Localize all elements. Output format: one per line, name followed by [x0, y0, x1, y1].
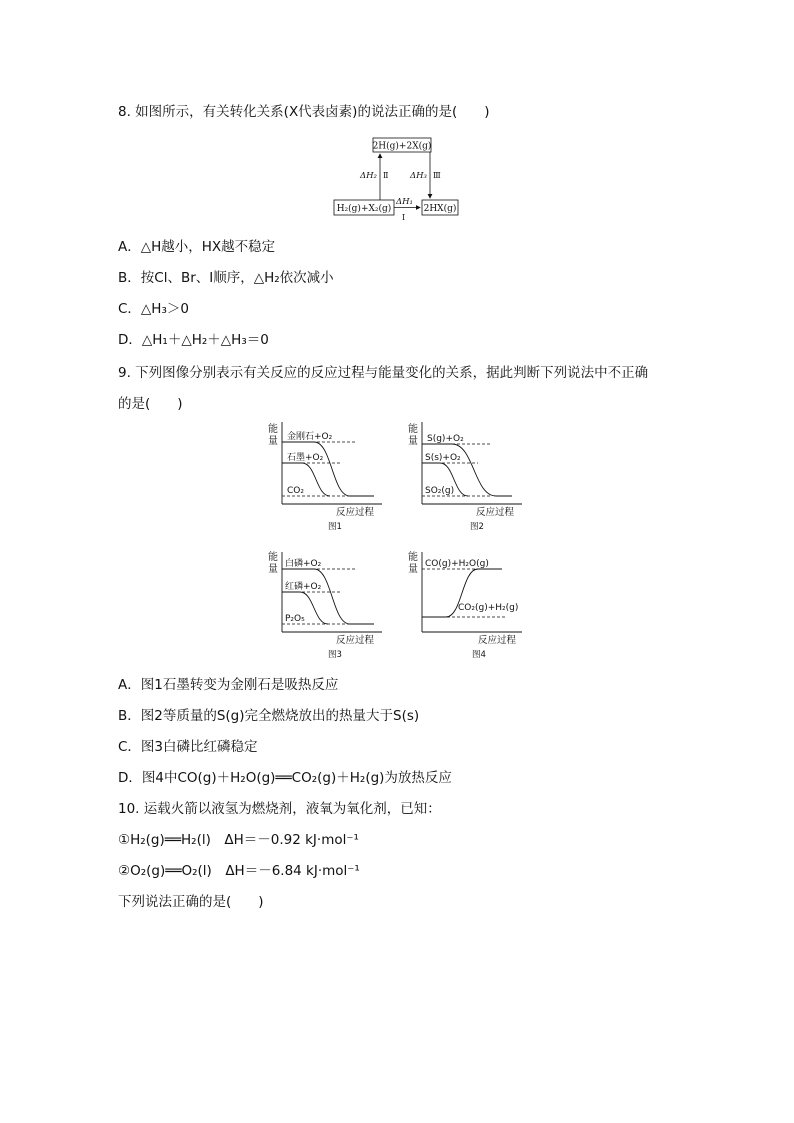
q8-stem: 8. 如图所示，有关转化关系(X代表卤素)的说法正确的是( )	[118, 104, 490, 120]
q9-option-d: D．图4中CO(g)＋H₂O(g)══CO₂(g)＋H₂(g)为放热反应	[118, 770, 452, 786]
graph4-caption: 图4	[472, 650, 486, 660]
graph1-label-diamond: 金刚石+O₂	[287, 432, 333, 442]
left-box-text: H₂(g)+X₂(g)	[336, 204, 392, 214]
q8-option-c: C．△H₃＞0	[118, 301, 189, 317]
q10-equation-2: ②O₂(g)══O₂(l) ΔH＝－6.84 kJ·mol⁻¹	[118, 863, 360, 879]
graph2-label-so2: SO₂(g)	[425, 486, 455, 496]
svg-text:能: 能	[408, 552, 418, 563]
roman1-label: Ⅰ	[402, 213, 406, 222]
energy-graph-3	[266, 546, 396, 666]
roman2-label: Ⅱ	[383, 171, 389, 180]
right-box-text: 2HX(g)	[423, 204, 457, 214]
graph3-label-white: 白磷+O₂	[285, 559, 322, 569]
q9-option-c: C．图3白磷比红磷稳定	[118, 739, 258, 755]
q8-option-a: A．△H越小，HX越不稳定	[118, 239, 276, 255]
q9-option-b: B．图2等质量的S(g)完全燃烧放出的热量大于S(s)	[118, 708, 420, 724]
q8-option-d: D．△H₁＋△H₂＋△H₃＝0	[118, 332, 269, 348]
q8-option-b: B．按Cl、Br、I顺序，△H₂依次减小	[118, 270, 334, 286]
q9-stem-line2: 的是( )	[118, 396, 183, 412]
graph1-ylabel: 能	[268, 424, 278, 435]
graph2-caption: 图2	[470, 522, 484, 532]
svg-text:量: 量	[268, 564, 278, 575]
graph2-label-sg: S(g)+O₂	[427, 434, 464, 444]
dh2-label: ΔH₂	[360, 171, 377, 181]
energy-graph-4	[406, 546, 536, 666]
graph3-xlabel: 反应过程	[336, 635, 375, 646]
q10-stem: 10. 运载火箭以液氢为燃烧剂，液氧为氧化剂，已知：	[118, 801, 441, 817]
graph4-label-products: CO₂(g)+H₂(g)	[458, 603, 519, 613]
q9-stem-line1: 9. 下列图像分别表示有关反应的反应过程与能量变化的关系，据此判断下列说法中不正确	[118, 365, 649, 381]
energy-graph-2	[406, 416, 536, 536]
top-box-text: 2H(g)+2X(g)	[372, 141, 432, 152]
dh1-label: ΔH₁	[396, 197, 413, 207]
svg-text:量: 量	[408, 564, 418, 575]
graph3-label-p2o5: P₂O₅	[285, 614, 305, 624]
svg-text:能: 能	[268, 552, 278, 563]
svg-text:量: 量	[268, 436, 278, 447]
q8-cycle-diagram	[330, 134, 465, 222]
graph3-caption: 图3	[328, 650, 342, 660]
graph1-xlabel: 反应过程	[336, 507, 375, 518]
dh3-label: ΔH₃	[410, 171, 427, 181]
q10-question: 下列说法正确的是( )	[118, 894, 264, 910]
graph2-label-ss: S(s)+O₂	[425, 453, 461, 463]
graph1-label-co2: CO₂	[287, 486, 304, 496]
graph4-label-reactants: CO(g)+H₂O(g)	[425, 559, 489, 569]
svg-text:能: 能	[408, 424, 418, 435]
roman3-label: Ⅲ	[433, 171, 441, 180]
energy-graph-1	[266, 416, 396, 536]
q9-option-a: A．图1石墨转变为金刚石是吸热反应	[118, 677, 339, 693]
graph1-label-graphite: 石墨+O₂	[287, 453, 324, 463]
graph3-label-red: 红磷+O₂	[285, 582, 322, 592]
graph4-xlabel: 反应过程	[478, 635, 517, 646]
q10-equation-1: ①H₂(g)══H₂(l) ΔH＝－0.92 kJ·mol⁻¹	[118, 832, 359, 848]
svg-text:量: 量	[408, 436, 418, 447]
graph2-xlabel: 反应过程	[476, 507, 515, 518]
graph1-caption: 图1	[328, 522, 342, 532]
